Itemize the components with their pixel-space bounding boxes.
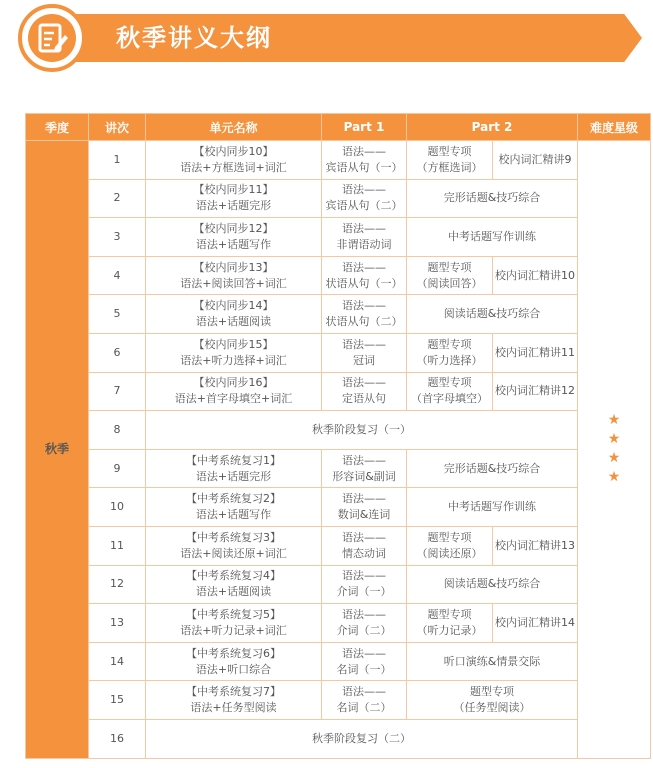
lecture-number: 3: [89, 218, 146, 257]
review-cell: 秋季阶段复习（一）: [146, 411, 578, 450]
cell-line: 宾语从句（二）: [325, 199, 403, 213]
cell-line: 语法+话题写作: [195, 237, 272, 251]
table-row: [26, 604, 651, 643]
difficulty-stars: [578, 141, 651, 759]
cell-line: 语法——: [342, 260, 386, 274]
unit-name-cell: [146, 218, 322, 257]
cell-line: 语法——: [342, 530, 386, 544]
lecture-number: 1: [89, 141, 146, 180]
table-row: [26, 333, 651, 372]
cell-line: 语法+话题完形: [195, 199, 272, 213]
cell-line: （任务型阅读）: [453, 701, 531, 715]
cell-line: 语法——: [342, 183, 386, 197]
document-pen-icon: [28, 14, 76, 62]
unit-name-cell: [146, 372, 322, 411]
col-header-season: 季度: [26, 114, 89, 141]
cell-line: 语法——: [342, 337, 386, 351]
cell-line: 语法+话题阅读: [195, 315, 272, 329]
cell-line: 语法+首字母填空+词汇: [174, 392, 293, 406]
cell-line: 语法+阅读回答+词汇: [180, 276, 287, 290]
unit-name-cell: [146, 604, 322, 643]
cell-line: 题型专项: [427, 337, 472, 351]
cell-line: 语法——: [342, 685, 386, 699]
cell-line: （听力记录）: [416, 623, 483, 637]
header-banner: [0, 0, 653, 80]
cell-line: 【中考系统复习3】: [186, 530, 281, 544]
cell-line: 语法——: [342, 453, 386, 467]
col-header-part1: Part 1: [322, 114, 407, 141]
part1-cell: [322, 604, 407, 643]
cell-line: 语法+听力选择+词汇: [180, 353, 287, 367]
table-row: [26, 719, 651, 758]
cell-line: 介词（二）: [336, 623, 392, 637]
cell-line: 题型专项: [427, 260, 472, 274]
unit-name-cell: [146, 449, 322, 488]
cell-line: 题型专项: [470, 685, 514, 699]
part2-type-cell: [407, 256, 493, 295]
unit-name-cell: [146, 141, 322, 180]
lecture-number: 8: [89, 411, 146, 450]
table-row: [26, 642, 651, 681]
cell-line: 定语从句: [342, 392, 386, 406]
course-outline-table: [25, 113, 651, 759]
part2-cell: 中考话题写作训练: [407, 218, 578, 257]
part1-cell: [322, 488, 407, 527]
cell-line: 语法+听口综合: [195, 662, 272, 676]
cell-line: 宾语从句（一）: [325, 160, 403, 174]
unit-name-cell: [146, 642, 322, 681]
part2-cell: 阅读话题&技巧综合: [407, 295, 578, 334]
part1-cell: [322, 372, 407, 411]
lecture-number: 12: [89, 565, 146, 604]
part2-cell: [407, 681, 578, 720]
lecture-number: 7: [89, 372, 146, 411]
cell-line: 【中考系统复习5】: [186, 607, 281, 621]
cell-line: 题型专项: [427, 144, 472, 158]
star-icon: ★: [607, 412, 621, 429]
cell-line: 语法——: [342, 376, 386, 390]
part1-cell: [322, 526, 407, 565]
part1-cell: [322, 449, 407, 488]
col-header-unit: 单元名称: [146, 114, 322, 141]
table-row: [26, 565, 651, 604]
part2-type-cell: [407, 333, 493, 372]
table-row: [26, 218, 651, 257]
unit-name-cell: [146, 488, 322, 527]
unit-name-cell: [146, 256, 322, 295]
review-cell: 秋季阶段复习（二）: [146, 719, 578, 758]
table-row: [26, 681, 651, 720]
lecture-number: 14: [89, 642, 146, 681]
cell-line: （听力选择）: [416, 353, 483, 367]
cell-line: （阅读还原）: [416, 546, 483, 560]
star-icon: ★: [607, 469, 621, 486]
part2-cell: 听口演练&情景交际: [407, 642, 578, 681]
part2-vocab-cell: 校内词汇精讲12: [493, 372, 578, 411]
table-row: [26, 372, 651, 411]
unit-name-cell: [146, 179, 322, 218]
table-row: [26, 256, 651, 295]
cell-line: 语法+任务型阅读: [190, 701, 277, 715]
part1-cell: [322, 141, 407, 180]
cell-line: 语法+话题写作: [195, 508, 272, 522]
season-cell: 秋季: [26, 141, 89, 759]
cell-line: 语法+听力记录+词汇: [180, 623, 287, 637]
cell-line: 介词（一）: [336, 585, 392, 599]
cell-line: 【校内同步11】: [193, 183, 274, 197]
cell-line: 语法——: [342, 569, 386, 583]
table-row: [26, 179, 651, 218]
part1-cell: [322, 295, 407, 334]
cell-line: 名词（一）: [336, 662, 392, 676]
table-row: [26, 449, 651, 488]
cell-line: （首字母填空）: [411, 392, 488, 406]
cell-line: 题型专项: [427, 607, 472, 621]
unit-name-cell: [146, 681, 322, 720]
lecture-number: 5: [89, 295, 146, 334]
part1-cell: [322, 681, 407, 720]
cell-line: 语法+方框选词+词汇: [180, 160, 287, 174]
unit-name-cell: [146, 295, 322, 334]
lecture-number: 2: [89, 179, 146, 218]
cell-line: 【中考系统复习6】: [186, 646, 281, 660]
table-header-row: [26, 114, 651, 141]
part2-cell: 中考话题写作训练: [407, 488, 578, 527]
part1-cell: [322, 179, 407, 218]
cell-line: 【中考系统复习7】: [186, 685, 281, 699]
cell-line: 【校内同步15】: [193, 337, 274, 351]
part2-cell: 完形话题&技巧综合: [407, 179, 578, 218]
unit-name-cell: [146, 526, 322, 565]
part2-type-cell: [407, 604, 493, 643]
cell-line: 数词&连词: [337, 508, 391, 522]
part1-cell: [322, 642, 407, 681]
lecture-number: 15: [89, 681, 146, 720]
cell-line: （方框选词）: [416, 160, 483, 174]
part2-cell: 阅读话题&技巧综合: [407, 565, 578, 604]
cell-line: 【校内同步13】: [193, 260, 274, 274]
part2-vocab-cell: 校内词汇精讲14: [493, 604, 578, 643]
cell-line: 语法——: [342, 299, 386, 313]
cell-line: 【校内同步14】: [193, 299, 274, 313]
cell-line: 【校内同步16】: [193, 376, 274, 390]
cell-line: 语法——: [342, 221, 386, 235]
col-header-part2: Part 2: [407, 114, 578, 141]
star-icon: ★: [607, 431, 621, 448]
cell-line: 语法——: [342, 144, 386, 158]
cell-line: 状语从句（二）: [325, 315, 403, 329]
lecture-number: 6: [89, 333, 146, 372]
star-icon: ★: [607, 450, 621, 467]
part1-cell: [322, 333, 407, 372]
part2-cell: 完形话题&技巧综合: [407, 449, 578, 488]
cell-line: 语法——: [342, 607, 386, 621]
part1-cell: [322, 218, 407, 257]
cell-line: 语法——: [342, 646, 386, 660]
lecture-number: 16: [89, 719, 146, 758]
part2-vocab-cell: 校内词汇精讲13: [493, 526, 578, 565]
page-title: 秋季讲义大纲: [116, 24, 272, 52]
table-row: [26, 526, 651, 565]
banner-badge: [18, 4, 86, 72]
col-header-difficulty: 难度星级: [578, 114, 651, 141]
lecture-number: 11: [89, 526, 146, 565]
cell-line: 【中考系统复习1】: [186, 453, 281, 467]
cell-line: 语法+话题完形: [195, 469, 272, 483]
cell-line: 名词（二）: [336, 701, 392, 715]
part2-vocab-cell: 校内词汇精讲9: [493, 141, 578, 180]
lecture-number: 10: [89, 488, 146, 527]
cell-line: 冠词: [353, 353, 375, 367]
cell-line: 【校内同步10】: [193, 144, 274, 158]
unit-name-cell: [146, 565, 322, 604]
table-row: [26, 488, 651, 527]
table-row: [26, 411, 651, 450]
table-row: [26, 141, 651, 180]
part2-type-cell: [407, 141, 493, 180]
cell-line: 题型专项: [427, 530, 472, 544]
unit-name-cell: [146, 333, 322, 372]
cell-line: （阅读回答）: [416, 276, 483, 290]
cell-line: 【校内同步12】: [193, 221, 274, 235]
lecture-number: 9: [89, 449, 146, 488]
part2-vocab-cell: 校内词汇精讲11: [493, 333, 578, 372]
part1-cell: [322, 256, 407, 295]
cell-line: 情态动词: [342, 546, 386, 560]
cell-line: 语法+话题阅读: [195, 585, 272, 599]
cell-line: 非谓语动词: [336, 237, 392, 251]
col-header-lecture: 讲次: [89, 114, 146, 141]
part2-vocab-cell: 校内词汇精讲10: [493, 256, 578, 295]
lecture-number: 13: [89, 604, 146, 643]
part2-type-cell: [407, 526, 493, 565]
part2-type-cell: [407, 372, 493, 411]
cell-line: 题型专项: [427, 376, 472, 390]
cell-line: 【中考系统复习4】: [186, 569, 281, 583]
cell-line: 形容词&副词: [332, 469, 396, 483]
cell-line: 状语从句（一）: [325, 276, 403, 290]
table-row: [26, 295, 651, 334]
lecture-number: 4: [89, 256, 146, 295]
cell-line: 【中考系统复习2】: [186, 492, 281, 506]
cell-line: 语法+阅读还原+词汇: [180, 546, 287, 560]
part1-cell: [322, 565, 407, 604]
cell-line: 语法——: [342, 492, 386, 506]
